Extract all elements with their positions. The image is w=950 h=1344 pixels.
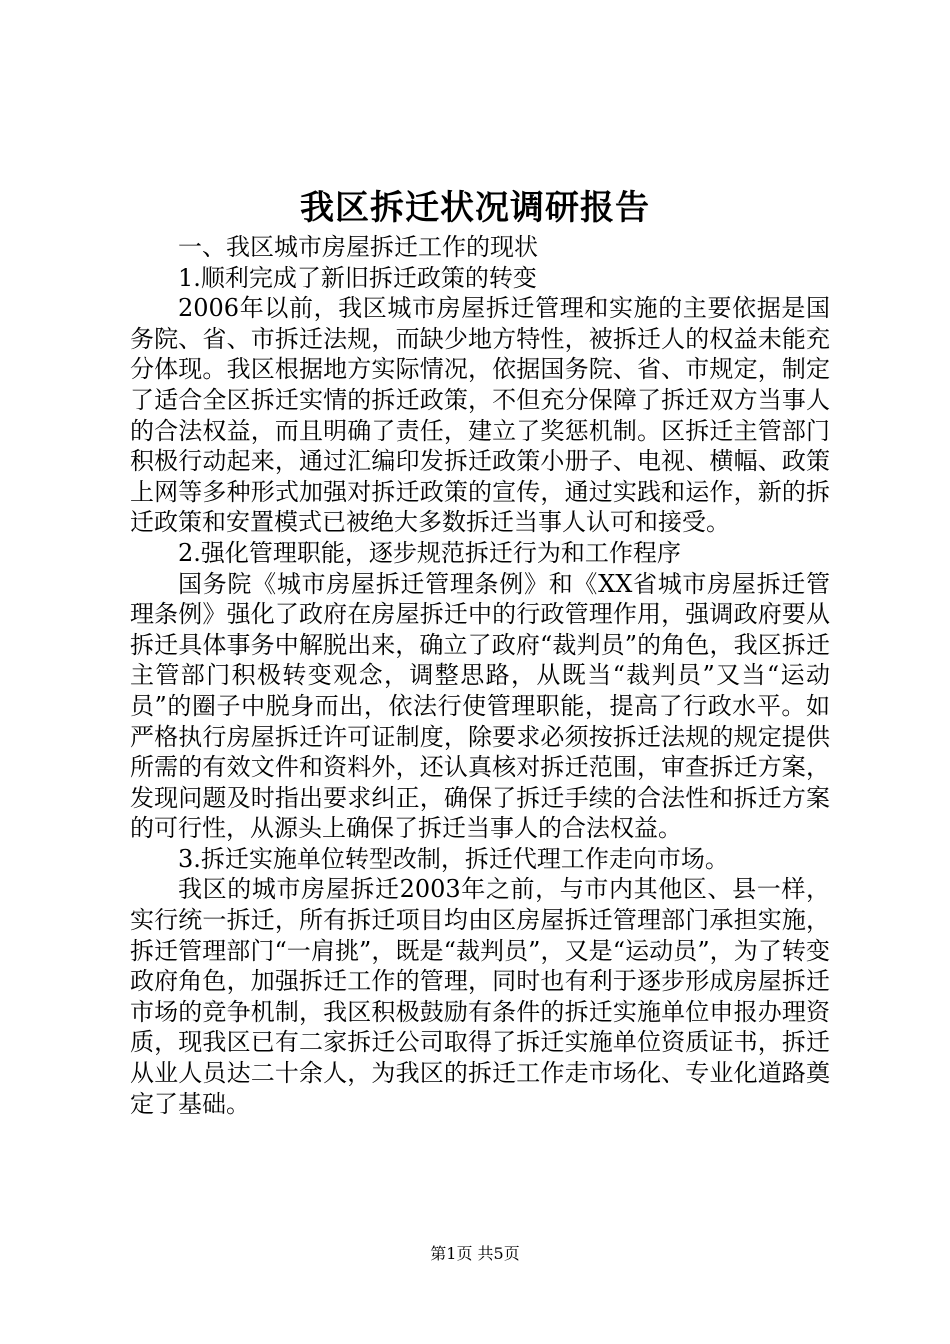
body-paragraph: 2006年以前，我区城市房屋拆迁管理和实施的主要依据是国务院、省、市拆迁法规，而缺少地方特性，被拆迁人的权益未能充分体现。我区根据地方实际情况，依据国务院、省、市规定，制定了适合全区拆迁实情的拆迁政策，不但充分保障了拆迁双方当事人的合法权益，而且明确了责任，建立了奖惩机制。区拆迁主管部门积极行动起来，通过汇编印发拆迁政策小册子、电视、横幅、政策上网等多种形式加强对拆迁政策的宣传，通过实践和运作，新的拆迁政策和安置模式已被绝大多数拆迁当事人认可和接受。	[130, 294, 830, 537]
section-heading: 一、我区城市房屋拆迁工作的现状	[178, 233, 538, 261]
document-title: 我区拆迁状况调研报告	[300, 188, 650, 228]
document-body	[130, 232, 830, 1119]
subsection-heading: 3.拆迁实施单位转型改制，拆迁代理工作走向市场。	[178, 844, 729, 873]
subsection-heading: 2.强化管理职能，逐步规范拆迁行为和工作程序	[178, 538, 681, 567]
body-paragraph: 我区的城市房屋拆迁2003年之前，与市内其他区、县一样，实行统一拆迁，所有拆迁项目均由区房屋拆迁管理部门承担实施，拆迁管理部门“一肩挑”，既是“裁判员”，又是“运动员”，为了转变政府角色，加强拆迁工作的管理，同时也有利于逐步形成房屋拆迁市场的竞争机制，我区积极鼓励有条件的拆迁实施单位申报办理资质，现我区已有二家拆迁公司取得了拆迁实施单位资质证书，拆迁从业人员达二十余人，为我区的拆迁工作走市场化、专业化道路奠定了基础。	[130, 875, 830, 1118]
page-number-footer: 第1页 共5页	[430, 1244, 520, 1263]
body-paragraph: 国务院《城市房屋拆迁管理条例》和《XX省城市房屋拆迁管理条例》强化了政府在房屋拆迁中的行政管理作用，强调政府要从拆迁具体事务中解脱出来，确立了政府“裁判员”的角色，我区拆迁主管部门积极转变观念，调整思路，从既当“裁判员”又当“运动员”的圈子中脱身而出，依法行使管理职能，提高了行政水平。如严格执行房屋拆迁许可证制度，除要求必须按拆迁法规的规定提供所需的有效文件和资料外，还认真核对拆迁范围，审查拆迁方案，发现问题及时指出要求纠正，确保了拆迁手续的合法性和拆迁方案的可行性，从源头上确保了拆迁当事人的合法权益。	[130, 569, 830, 843]
subsection-heading: 1.顺利完成了新旧拆迁政策的转变	[178, 263, 537, 292]
